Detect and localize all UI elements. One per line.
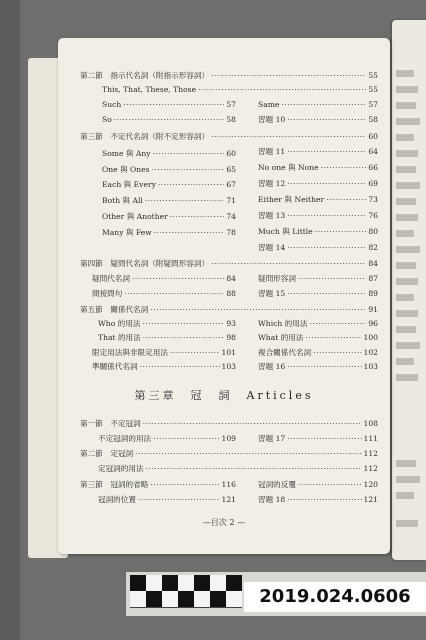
toc-entry: 習題 18 ····· 121: [258, 494, 378, 506]
toc-entry: So ····· 58: [102, 114, 236, 126]
toc-entry: 疑問代名詞 ····· 84: [92, 273, 236, 285]
scale-bar: [130, 575, 242, 613]
toc-entry: Much 與 Little ····· 80: [258, 226, 378, 238]
toc-entry: No one 與 None ····· 66: [258, 162, 378, 174]
book-spine: [0, 0, 20, 640]
page-footer: —目次 2 —: [202, 518, 246, 527]
toc-entry: Same ····· 57: [258, 99, 378, 111]
toc-entry: 習題 16 ····· 103: [258, 361, 378, 373]
toc-entry: Which 的用法 ····· 96: [258, 318, 378, 330]
toc-entry: Who 的用法 ····· 93: [98, 318, 236, 330]
toc-entry: 冠詞的位置 ····· 121: [98, 494, 236, 506]
toc-entry: 限定用法與非限定用法 ····· 101: [92, 347, 236, 359]
toc-entry: 不定冠詞的用法 ····· 109: [98, 433, 236, 445]
toc-entry: 習題 11 ····· 64: [258, 146, 378, 158]
toc-entry: 第三節 冠詞的省略 ····· 116: [80, 479, 236, 491]
toc-entry: Many 與 Few ····· 78: [102, 227, 236, 239]
toc-entry: That 的用法 ····· 98: [98, 332, 236, 344]
toc-entry: 習題 12 ····· 69: [258, 178, 378, 190]
toc-page: [58, 38, 390, 554]
toc-entry: Each 與 Every ····· 67: [102, 179, 236, 191]
toc-entry: 第四節 疑問代名詞（附疑問形容詞） ····· 84: [80, 258, 378, 270]
toc-entry: 第五節 關係代名詞 ····· 91: [80, 304, 378, 316]
toc-entry: 第三節 不定代名詞（附不定形容詞） ····· 60: [80, 131, 378, 143]
toc-entry: Some 與 Any ····· 60: [102, 148, 236, 160]
next-page-edge: [392, 20, 426, 560]
toc-entry: 第二節 定冠詞 ····· 112: [80, 448, 378, 460]
chapter-title: 第三章 冠 詞 Articles: [134, 389, 314, 402]
toc-entry: 第二節 指示代名詞（附指示形容詞） ····· 55: [80, 70, 378, 82]
toc-entry: Such ····· 57: [102, 99, 236, 111]
toc-entry: 疑問形容詞 ····· 87: [258, 273, 378, 285]
toc-entry: 間接問句 ····· 88: [92, 288, 236, 300]
accession-number: 2019.024.0606: [244, 582, 426, 612]
toc-entry: What 的用法 ····· 100: [258, 332, 378, 344]
toc-entry: Both 與 All ····· 71: [102, 195, 236, 207]
toc-entry: One 與 Ones ····· 65: [102, 164, 236, 176]
toc-entry: 習題 14 ····· 82: [258, 242, 378, 254]
toc-entry: 習題 13 ····· 76: [258, 210, 378, 222]
toc-entry: 定冠詞的用法 ····· 112: [98, 463, 378, 475]
toc-entry: Either 與 Neither ····· 73: [258, 194, 378, 206]
toc-entry: Other 與 Another ····· 74: [102, 211, 236, 223]
toc-entry: 習題 15 ····· 89: [258, 288, 378, 300]
toc-entry: This, That, These, Those ····· 55: [102, 84, 378, 96]
toc-entry: 複合關係代名詞 ····· 102: [258, 347, 378, 359]
toc-entry: 冠詞的反覆 ····· 120: [258, 479, 378, 491]
toc-entry: 習題 17 ····· 111: [258, 433, 378, 445]
toc-entry: 習題 10 ····· 58: [258, 114, 378, 126]
toc-entry: 第一節 不定冠詞 ····· 108: [80, 418, 378, 430]
toc-entry: 準關係代名詞 ····· 103: [92, 361, 236, 373]
